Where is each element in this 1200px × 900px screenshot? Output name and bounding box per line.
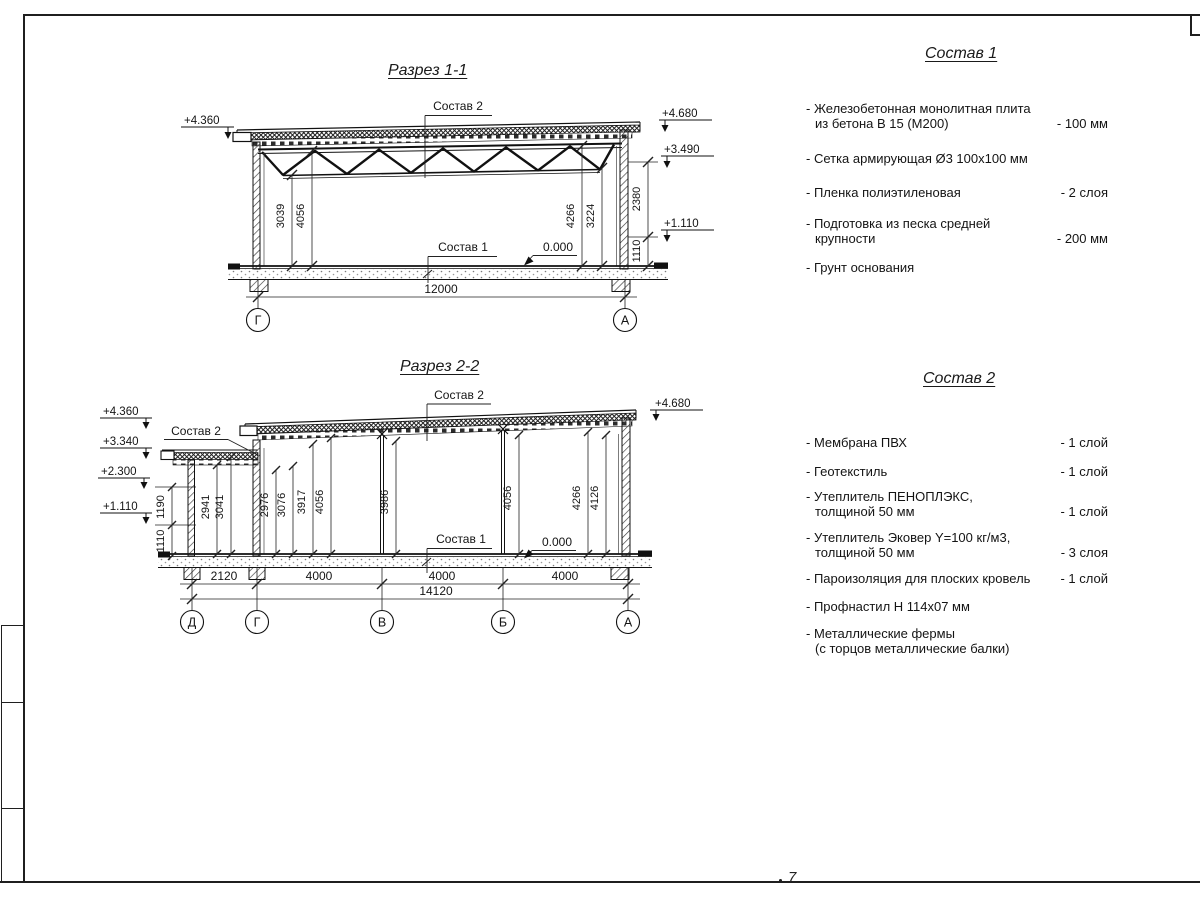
dim-4000-2: 4000	[428, 569, 456, 583]
dim-3041: 3041	[214, 494, 226, 520]
frame-bottom-line	[0, 881, 1200, 883]
dim-4056-left: 4056	[314, 489, 326, 515]
composition1-list	[806, 102, 1108, 276]
list-item: - Утеплитель ПЕНОПЛЭКС, толщиной 50 мм - 1 слой	[806, 489, 1108, 519]
section-2-2-drawing	[90, 350, 730, 650]
axis-a: А	[623, 615, 633, 630]
label-zero-level: 0.000	[542, 535, 573, 549]
list-item: - Профнастил Н 114х07 мм	[806, 598, 970, 614]
composition2-list	[806, 436, 1108, 656]
list-item: - Мембрана ПВХ - 1 слой	[806, 435, 1108, 450]
axis-bubbles	[247, 309, 637, 332]
axis-g: Г	[253, 615, 261, 630]
axis-g: Г	[254, 313, 262, 328]
composition1-title: Состав 1	[925, 45, 998, 62]
main-roof	[240, 410, 636, 440]
list-item: - Пленка полиэтиленовая - 2 слоя	[806, 184, 1108, 200]
section1-title: Разрез 1-1	[388, 62, 468, 79]
dim-total-12000: 12000	[424, 282, 458, 296]
elevation-2300: +2.300	[101, 466, 137, 478]
list-item: - Железобетонная монолитная плита из бетона В 15 (М200) - 100 мм	[806, 101, 1108, 131]
dim-4266: 4266	[565, 203, 577, 229]
dim-4000-3: 4000	[551, 569, 579, 583]
dim-3917: 3917	[296, 489, 308, 515]
list-item: - Металлические фермы (с торцов металлические балки)	[806, 626, 1010, 656]
dim-2976: 2976	[259, 492, 271, 518]
dim-1110: 1110	[631, 239, 643, 263]
label-sostav2-top: Состав 2	[434, 388, 484, 402]
elevation-right-top: +4.680	[662, 108, 698, 120]
page-number-dot	[779, 879, 782, 882]
dim-4266: 4266	[571, 485, 583, 511]
label-zero-level: 0.000	[543, 240, 574, 254]
axis-v: В	[377, 615, 387, 630]
elevation-4360: +4.360	[103, 406, 139, 418]
frame-top-line	[23, 14, 1200, 16]
corner-box-bottom-edge	[1190, 34, 1200, 36]
wall-a	[622, 418, 630, 556]
frame-margin-divider-3	[1, 808, 23, 809]
dim-3039: 3039	[275, 203, 287, 229]
elevation-right-4680: +4.680	[655, 398, 691, 410]
axis-b: Б	[498, 615, 508, 630]
dim-4056-right: 4056	[502, 485, 514, 511]
list-item: - Подготовка из песка средней крупности - 200 мм	[806, 216, 1108, 246]
axis-bubbles	[181, 611, 640, 634]
frame-margin-divider-2	[1, 702, 23, 703]
dim-1110: 1110	[155, 529, 167, 553]
elevation-1110: +1.110	[103, 501, 138, 513]
corner-box-left-edge	[1190, 15, 1192, 35]
frame-margin-column-line	[1, 625, 2, 882]
footing-left	[250, 280, 268, 292]
section2-title: Разрез 2-2	[400, 358, 480, 375]
dim-3224: 3224	[585, 203, 597, 229]
label-sostav2-left: Состав 2	[171, 424, 221, 438]
list-item: - Геотекстиль - 1 слой	[806, 463, 1108, 479]
roof-edge-beam	[233, 133, 251, 142]
list-item: - Грунт основания	[806, 260, 915, 275]
label-sostav2: Состав 2	[433, 99, 483, 113]
frame-margin-divider-1	[1, 625, 23, 626]
wall-d	[188, 460, 195, 556]
steel-truss	[258, 144, 622, 179]
dim-2380: 2380	[631, 186, 643, 212]
elevation-3340: +3.340	[103, 436, 139, 448]
dim-1190: 1190	[155, 495, 167, 519]
elevation-right-low: +1.110	[664, 218, 699, 230]
dim-3986: 3986	[379, 489, 391, 515]
list-item: - Утеплитель Эковер Y=100 кг/м3, толщиной 50 мм - 3 слоя	[806, 530, 1108, 560]
page-number: 7	[788, 869, 797, 886]
list-item: - Пароизоляция для плоских кровель - 1 слой	[806, 571, 1108, 586]
section-1-1-drawing	[95, 55, 735, 345]
footing-a	[611, 568, 629, 580]
dim-total-14120: 14120	[419, 584, 453, 598]
elevation-right-mid: +3.490	[664, 144, 700, 156]
footing-right	[612, 280, 630, 292]
list-item: - Сетка армирующая Ø3 100х100 мм	[806, 151, 1028, 166]
composition2-title: Состав 2	[923, 370, 996, 387]
wall-left	[253, 142, 260, 269]
label-sostav1: Состав 1	[436, 532, 486, 546]
frame-left-line	[23, 14, 25, 883]
dim-4056: 4056	[295, 203, 307, 229]
wall-right	[620, 130, 628, 269]
elevation-left: +4.360	[184, 115, 220, 127]
axis-a: А	[620, 313, 630, 328]
dim-3076: 3076	[276, 492, 288, 518]
dim-4126: 4126	[589, 485, 601, 511]
label-sostav1: Состав 1	[438, 240, 488, 254]
dim-2120: 2120	[210, 569, 238, 583]
dim-2941: 2941	[200, 494, 212, 520]
main-roof-edge-beam	[240, 426, 257, 436]
low-roof-edge-beam	[161, 451, 174, 460]
dim-4000-1: 4000	[305, 569, 333, 583]
low-roof	[161, 450, 258, 465]
roof-assembly	[233, 122, 640, 146]
axis-d: Д	[187, 615, 197, 630]
